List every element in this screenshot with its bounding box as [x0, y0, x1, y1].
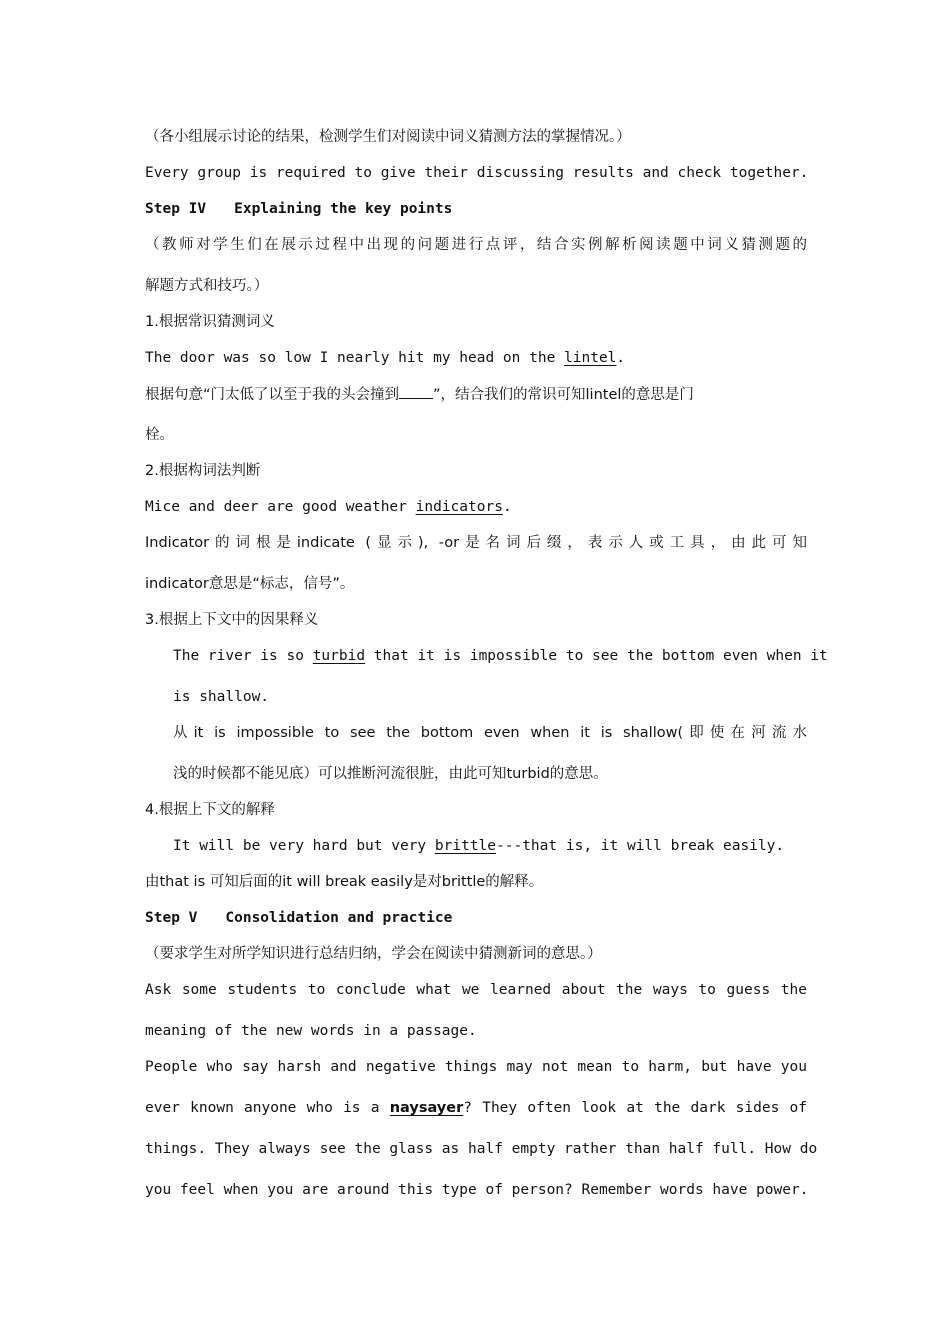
method-3-explanation: 从it is impossible to see the bottom even when it is shallow(即使在河流水: [173, 725, 807, 741]
method-2-heading: 2.根据构词法判断: [145, 463, 261, 479]
method-3-heading: 3.根据上下文中的因果释义: [145, 612, 319, 628]
method-1-explanation-cont: 栓。: [145, 427, 174, 443]
teacher-comment-note-cont: 解题方式和技巧。）: [145, 278, 269, 294]
teacher-comment-note: （教师对学生们在展示过程中出现的问题进行点评，结合实例解析阅读题中词义猜测题的: [145, 237, 807, 253]
step-5-title: Consolidation and practice: [225, 910, 453, 926]
method-1-example: The door was so low I nearly hit my head on the lintel.: [145, 350, 626, 366]
consolidation-instruction: Ask some students to conclude what we learned about the ways to guess the: [145, 982, 807, 998]
method-2-explanation: Indicator的词根是indicate (显示), -or是名词后缀，表示人或工具，由此可知: [145, 535, 807, 551]
method-4-heading: 4.根据上下文的解释: [145, 802, 275, 818]
underlined-word-indicators: indicators: [415, 499, 503, 515]
consolidation-instruction-cont: meaning of the new words in a passage.: [145, 1023, 477, 1039]
practice-passage-line-1: People who say harsh and negative things may not mean to harm, but have you: [145, 1059, 807, 1075]
group-task-instruction: Every group is required to give their discussing results and check together.: [145, 165, 809, 181]
underlined-word-brittle: brittle: [434, 838, 497, 854]
fill-blank: [399, 384, 433, 399]
consolidation-note: （要求学生对所学知识进行总结归纳，学会在阅读中猜测新词的意思。）: [145, 946, 602, 962]
step-4-title: Explaining the key points: [234, 201, 453, 217]
method-2-example: Mice and deer are good weather indicators.: [145, 499, 512, 515]
step-5-heading: [145, 908, 807, 928]
method-3-example-cont: is shallow.: [173, 689, 270, 705]
step-4-heading: [145, 199, 807, 219]
method-3-explanation-cont: 浅的时候都不能见底）可以推断河流很脏，由此可知turbid的意思。: [173, 766, 608, 782]
step-5-label: Step V: [145, 910, 198, 926]
practice-passage-line-3: things. They always see the glass as half empty rather than half full. How do: [145, 1141, 818, 1157]
underlined-word-naysayer: naysayer: [389, 1100, 464, 1116]
practice-passage-line-2: ever known anyone who is a naysayer? They often look at the dark sides of: [145, 1100, 807, 1116]
method-1-explanation: 根据句意“门太低了以至于我的头会撞到 ”，结合我们的常识可知lintel的意思是门: [145, 384, 807, 405]
method-1-heading: 1.根据常识猜测词义: [145, 314, 275, 330]
method-3-example: The river is so turbid that it is impossible to see the bottom even when it: [173, 648, 828, 664]
practice-passage-line-4: you feel when you are around this type of person? Remember words have power.: [145, 1182, 809, 1198]
method-2-explanation-cont: indicator意思是“标志，信号”。: [145, 576, 355, 592]
group-task-note: （各小组展示讨论的结果，检测学生们对阅读中词义猜测方法的掌握情况。）: [145, 129, 631, 145]
step-4-label: Step IV: [145, 201, 207, 217]
method-4-explanation: 由that is 可知后面的it will break easily是对brittle的解释。: [145, 874, 544, 890]
underlined-word-turbid: turbid: [312, 648, 366, 664]
method-4-example: It will be very hard but very brittle---that is, it will break easily.: [173, 838, 785, 854]
underlined-word-lintel: lintel: [564, 350, 617, 366]
